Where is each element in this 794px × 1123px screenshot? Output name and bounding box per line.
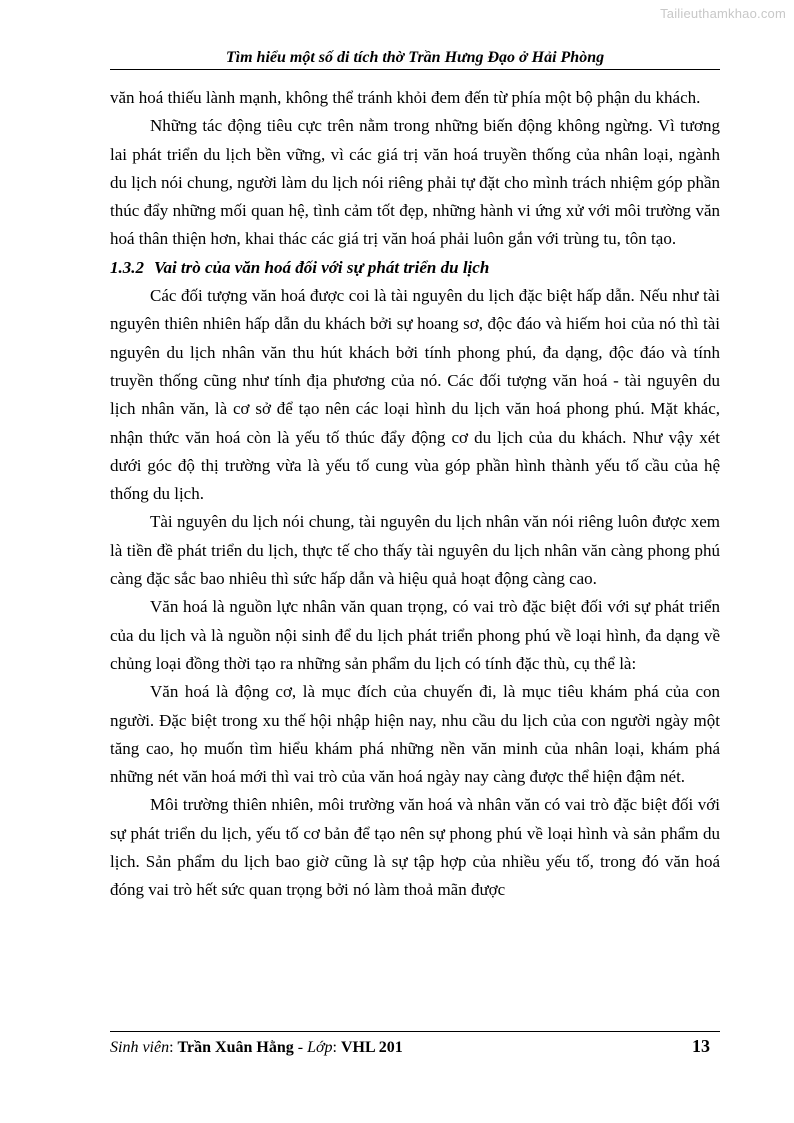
page-number: 13 [692,1036,710,1056]
paragraph: Các đối tượng văn hoá được coi là tài nguyên du lịch đặc biệt hấp dẫn. Nếu như tài nguyên thiên nhiên hấp dẫn du khách bởi sự hoang sơ, độc đáo và hiếm hoi của nó thì tài nguyên du lịch nhân văn thu hút khách bởi tính phong phú, đa dạng, độc đáo và tính truyền thống cũng như tính địa phương của nó. Các đối tượng văn hoá - tài nguyên du lịch nhân văn, là cơ sở để tạo nên các loại hình du lịch văn hoá phong phú. Mặt khác, nhận thức văn hoá còn là yếu tố thúc đẩy động cơ du lịch của du khách. Như vậy xét dưới góc độ thị trường vừa là yếu tố cung vùa góp phần hình thành yếu tố cầu của hệ thống du lịch. [110,286,720,504]
paragraph: Văn hoá là động cơ, là mục đích của chuyến đi, là mục tiêu khám phá của con người. Đặc biệt trong xu thế hội nhập hiện nay, nhu cầu du lịch của con người ngày một tăng cao, họ muốn tìm hiểu khám phá những nền văn minh của nhân loại, khám phá những nét văn hoá mới thì vai trò của văn hoá ngày nay càng được thể hiện đậm nét. [110,682,720,787]
student-label: Sinh viên [110,1039,170,1056]
paragraph: Môi trường thiên nhiên, môi trường văn hoá và nhân văn có vai trò đặc biệt đối với sự phát triển du lịch, yếu tố cơ bản để tạo nên sự phong phú về loại hình và sản phẩm du lịch. Sản phẩm du lịch bao giờ cũng là sự tập hợp của nhiều yếu tố, trong đó văn hoá đóng vai trò hết sức quan trọng bởi nó làm thoả mãn được [110,795,720,900]
footer-author-info: Sinh viên: Trần Xuân Hằng - Lớp: VHL 201 [110,1039,403,1056]
page-footer [110,1036,710,1057]
class-value: VHL 201 [340,1039,403,1056]
class-label: Lớp [307,1039,333,1056]
footer-divider [110,1031,720,1032]
watermark: Tailieuthamkhao.com [660,6,786,21]
paragraph: Tài nguyên du lịch nói chung, tài nguyên du lịch nhân văn nói riêng luôn được xem là tiền đề phát triển du lịch, thực tế cho thấy tài nguyên du lịch nhân văn càng phong phú càng đặc sắc bao nhiêu thì sức hấp dẫn và hiệu quả hoạt động càng cao. [110,512,720,589]
paragraph: Văn hoá là nguồn lực nhân văn quan trọng, có vai trò đặc biệt đối với sự phát triển của du lịch và là nguồn nội sinh để du lịch phát triển phong phú về loại hình, đa dạng về chủng loại đồng thời tạo ra những sản phẩm du lịch có tính đặc thù, cụ thể là: [110,597,720,673]
paragraph: văn hoá thiếu lành mạnh, không thể tránh khỏi đem đến từ phía một bộ phận du khách. [110,88,701,107]
section-heading [110,254,720,282]
header-divider [110,69,720,70]
student-name: Trần Xuân Hằng [177,1039,294,1056]
document-body [110,84,720,905]
section-number: 1.3.2 [110,257,144,277]
paragraph: Những tác động tiêu cực trên nằm trong những biến động không ngừng. Vì tương lai phát triển du lịch bền vững, vì các giá trị văn hoá truyền thống của nhân loại, ngành du lịch nói chung, người làm du lịch nói riêng phải tự đặt cho mình trách nhiệm góp phần thúc đẩy những mối quan hệ, tình cảm tốt đẹp, những hành vi ứng xử với môi trường văn hoá thân thiện hơn, khai thác các giá trị văn hoá phải luôn gắn với trùng tu, tôn tạo. [110,116,720,249]
section-title: Vai trò của văn hoá đối với sự phát triển du lịch [154,257,490,277]
page-header-title: Tìm hiểu một số di tích thờ Trần Hưng Đạo ở Hải Phòng [225,49,605,66]
